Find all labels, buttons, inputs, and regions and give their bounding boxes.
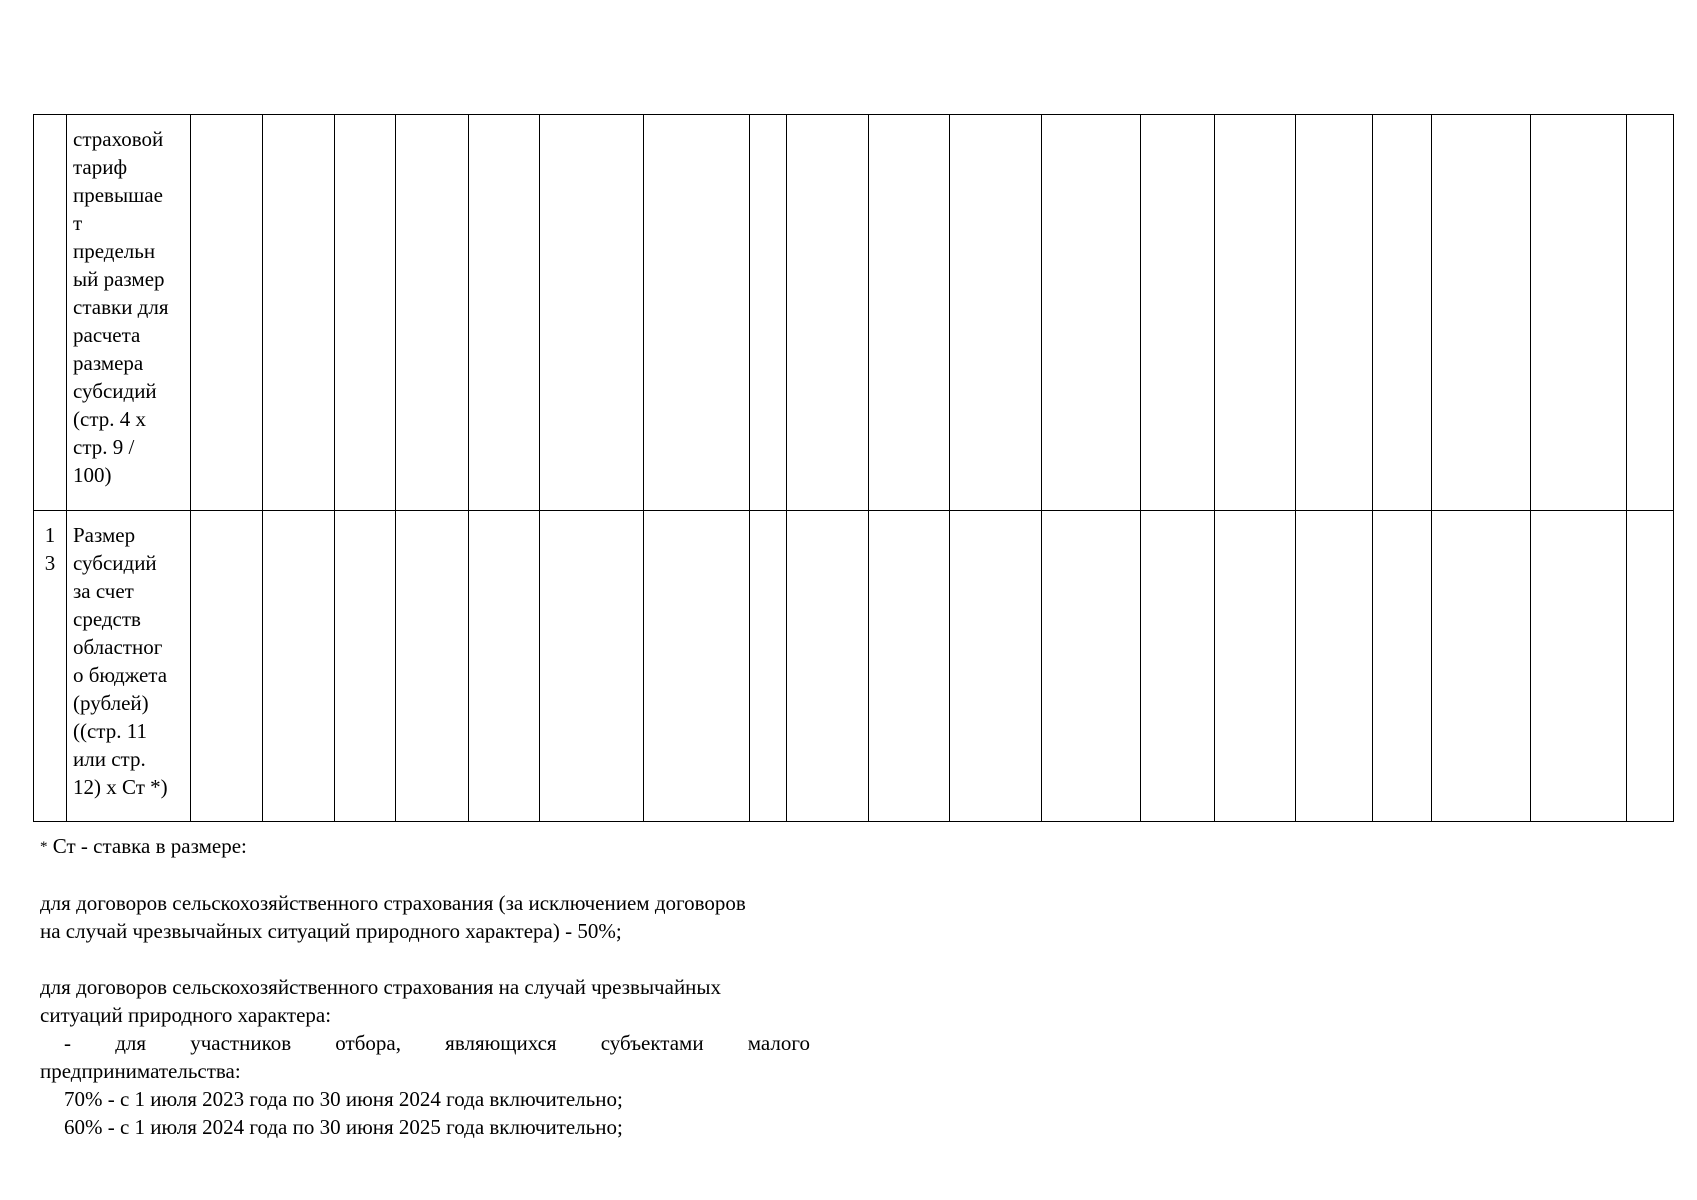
table-cell [1141, 511, 1215, 822]
table-cell [787, 511, 869, 822]
rate-line-2023: 70% - с 1 июля 2023 года по 30 июня 2024 года включительно; [64, 1087, 623, 1111]
footnote-small-business-cont: предпринимательства: [40, 1059, 241, 1083]
row-label: Размер субсидий за счет средств областног о бюджета (рублей) ((стр. 11 или стр. 12) х Ст *) [67, 511, 191, 822]
table-cell [750, 115, 787, 511]
table-cell [1432, 511, 1531, 822]
table-cell [950, 511, 1042, 822]
table-cell [869, 115, 950, 511]
table-cell [1296, 511, 1373, 822]
table-cell [644, 511, 750, 822]
footnote-paragraph-2-cont: ситуаций природного характера: [40, 1003, 332, 1027]
row-number [34, 115, 67, 511]
footnote-paragraph-2: для договоров сельскохозяйственного страхования на случай чрезвычайных [40, 975, 722, 999]
footnote-paragraph-1: для договоров сельскохозяйственного страхования (за исключением договоров [40, 891, 746, 915]
table-cell [335, 511, 396, 822]
table-cell [1373, 511, 1432, 822]
table-cell [263, 511, 335, 822]
table-cell [335, 115, 396, 511]
table-cell [644, 115, 750, 511]
table-cell [263, 115, 335, 511]
table-cell [869, 511, 950, 822]
table-cell [469, 115, 540, 511]
rate-line-2024: 60% - с 1 июля 2024 года по 30 июня 2025 года включительно; [64, 1115, 623, 1139]
table-row [34, 115, 1674, 511]
table-cell [1432, 115, 1531, 511]
table-cell [396, 511, 469, 822]
paragraph-gap [40, 945, 920, 973]
table-cell [750, 511, 787, 822]
row-number: 1 3 [34, 511, 67, 822]
table-cell [1373, 115, 1432, 511]
table-cell [396, 115, 469, 511]
table-cell [1296, 115, 1373, 511]
footnote-small-business-line: - для участников отбора, являющихся субъектами малого [64, 1031, 810, 1055]
subsidy-table [33, 114, 1674, 822]
table-cell [1042, 511, 1141, 822]
table-cell [950, 115, 1042, 511]
table-cell [540, 115, 644, 511]
table-cell [1627, 511, 1674, 822]
footnote-title-line [40, 832, 920, 861]
table-cell [191, 115, 263, 511]
footnote-title: Ст - ставка в размере: [52, 834, 247, 858]
paragraph-gap [40, 861, 920, 889]
footnote-block [40, 832, 920, 1141]
table-cell [1531, 511, 1627, 822]
row-label: страховой тариф превышае т предельн ый размер ставки для расчета размера субсидий (стр. 4 х стр. 9 / 100) [67, 115, 191, 511]
table-cell [1141, 115, 1215, 511]
table-cell [787, 115, 869, 511]
table-row [34, 511, 1674, 822]
table-cell [1042, 115, 1141, 511]
table-cell [469, 511, 540, 822]
table-cell [1531, 115, 1627, 511]
table-cell [1215, 511, 1296, 822]
table-cell [191, 511, 263, 822]
table-cell [540, 511, 644, 822]
footnote-paragraph-1-cont: на случай чрезвычайных ситуаций природного характера) - 50%; [40, 919, 622, 943]
table-cell [1627, 115, 1674, 511]
table-cell [1215, 115, 1296, 511]
footnote-star: * [40, 839, 48, 855]
